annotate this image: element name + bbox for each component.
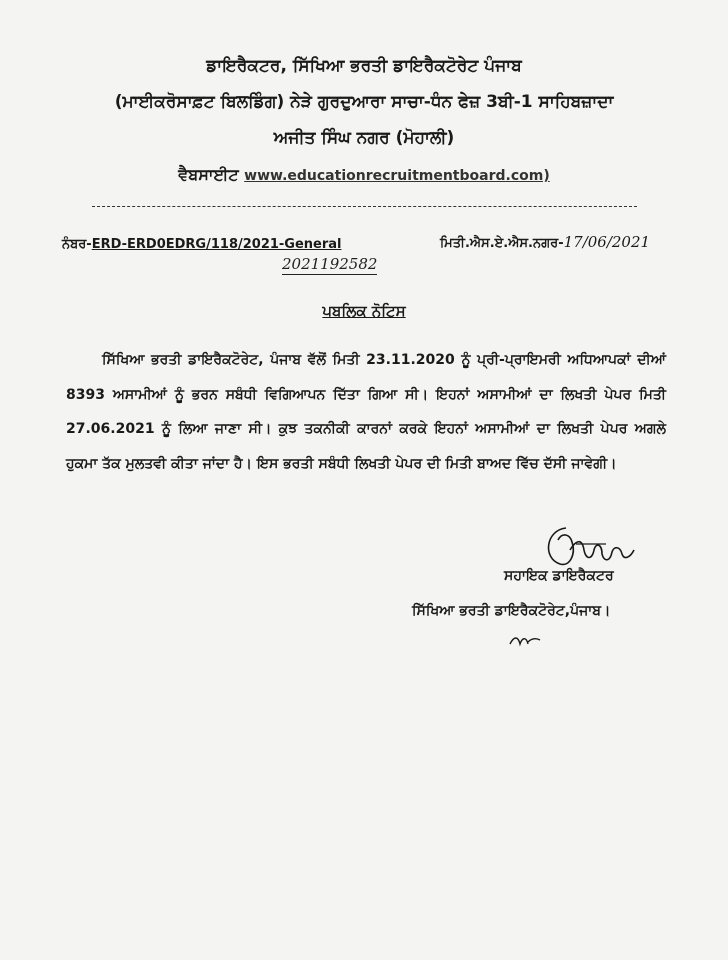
notice-title-text: ਪਬਲਿਕ ਨੋਟਿਸ — [322, 302, 406, 320]
website-line — [0, 165, 728, 185]
date-value: 17/06/2021 — [563, 233, 651, 251]
reference-number — [62, 237, 342, 252]
date-label: ਮਿਤੀ.ਐਸ.ਏ.ਐਸ.ਨਗਰ- — [440, 236, 564, 251]
notice-title — [0, 302, 728, 320]
signatory-designation: ਸਹਾਇਕ ਡਾਇਰੈਕਟਰ — [504, 568, 614, 584]
office-title: ਡਾਇਰੈਕਟਰ, ਸਿੱਖਿਆ ਭਰਤੀ ਡਾਇਰੈਕਟੋਰੇਟ ਪੰਜਾਬ — [206, 56, 522, 76]
diary-number: 2021192582 — [282, 255, 378, 273]
office-city: ਅਜੀਤ ਸਿੰਘ ਨਗਰ (ਮੋਹਾਲੀ) — [273, 128, 455, 148]
reference-code: ERD-ERD0EDRG/118/2021-General — [91, 237, 342, 252]
website-link[interactable]: www.educationrecruitmentboard.com) — [244, 168, 550, 184]
website-label: ਵੈਬਸਾਈਟ — [178, 165, 239, 184]
header-divider — [92, 206, 637, 207]
notice-body: ਸਿੱਖਿਆ ਭਰਤੀ ਡਾਇਰੈਕਟੋਰੇਟ, ਪੰਜਾਬ ਵੱਲੋਂ ਮਿਤੀ 23.11.2020 ਨੂੰ ਪ੍ਰੀ-ਪ੍ਰਾਇਮਰੀ ਅਧਿਆਪਕਾਂ ਦੀਆਂ 8393 ਅਸਾਮੀਆਂ ਨੂੰ ਭਰਨ ਸਬੰਧੀ ਵਿਗਿਆਪਨ ਦਿੱਤਾ ਗਿਆ ਸੀ। ਇਹਨਾਂ ਅਸਾਮੀਆਂ ਦਾ ਲਿਖਤੀ ਪੇਪਰ ਮਿਤੀ 27.06.2021 ਨੂੰ ਲਿਆ ਜਾਣਾ ਸੀ। ਕੁਝ ਤਕਨੀਕੀ ਕਾਰਨਾਂ ਕਰਕੇ ਇਹਨਾਂ ਅਸਾਮੀਆਂ ਦਾ ਲਿਖਤੀ ਪੇਪਰ ਅਗਲੇ ਹੁਕਮਾ ਤੱਕ ਮੁਲਤਵੀ ਕੀਤਾ ਜਾਂਦਾ ਹੈ। ਇਸ ਭਰਤੀ ਸਬੰਧੀ ਲਿਖਤੀ ਪੇਪਰ ਦੀ ਮਿਤੀ ਬਾਅਦ ਵਿੱਚ ਦੱਸੀ ਜਾਵੇਗੀ। — [66, 352, 666, 472]
signatory-office: ਸਿੱਖਿਆ ਭਰਤੀ ਡਾਇਰੈਕਟੋਰੇਟ,ਪੰਜਾਬ। — [412, 603, 611, 619]
initials-mark — [508, 632, 542, 654]
office-address: (ਮਾਈਕਰੋਸਾਫ਼ਟ ਬਿਲਡਿੰਗ) ਨੇੜੇ ਗੁਰਦੁਆਰਾ ਸਾਚਾ-ਧੰਨ ਫੇਜ਼ 3ਬੀ-1 ਸਾਹਿਬਜ਼ਾਦਾ — [114, 92, 614, 112]
reference-label: ਨੰਬਰ- — [62, 237, 92, 252]
notice-date — [440, 233, 650, 251]
